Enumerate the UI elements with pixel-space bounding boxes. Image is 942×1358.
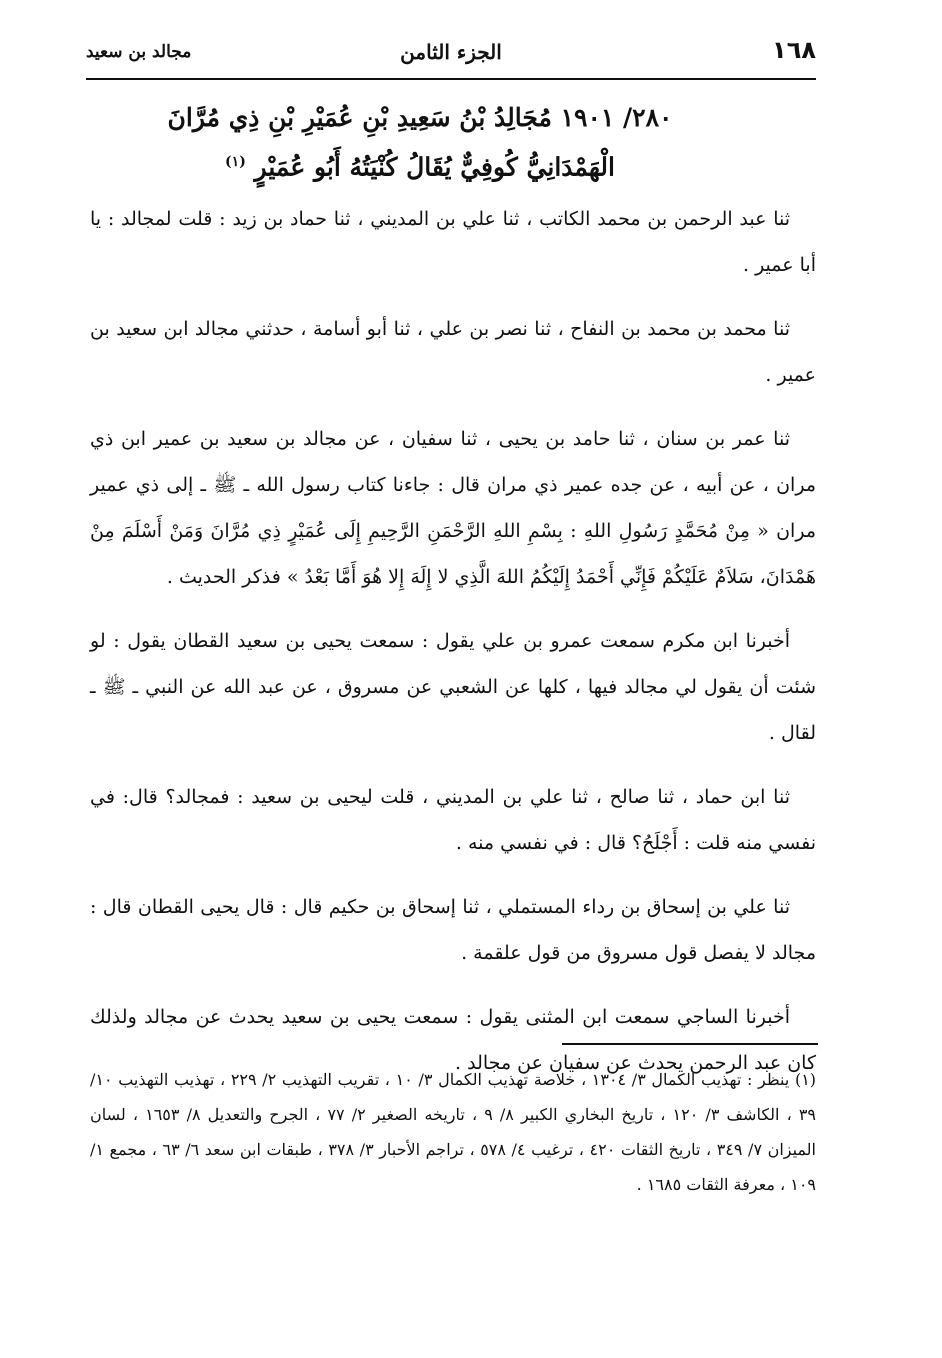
paragraph: ثنا ابن حماد ، ثنا صالح ، ثنا علي بن المديني ، قلت ليحيى بن سعيد : فمجالد؟ قال: في نفسي منه قلت : أَجْلَحُ؟ قال : في نفسي منه . <box>90 786 816 854</box>
footnote: (١) ينظر : تهذيب الكمال ٣/ ١٣٠٤ ، خلاصة تهذيب الكمال ٣/ ١٠ ، تقريب التهذيب ٢/ ٢٢٩ ، تهذيب التهذيب ١٠/ ٣٩ ، الكاشف ٣/ ١٢٠ ، تاريخ البخاري الكبير ٨/ ٩ ، تاريخه الصغير ٢/ ٧٧ ، الجرح والتعديل ٨/ ١٦٥٣ ، لسان الميزان ٧/ ٣٤٩ ، تاريخ الثقات ٤٢٠ ، ترغيب ٤/ ٥٧٨ ، تراجم الأحبار ٣/ ٣٧٨ ، طبقات ابن سعد ٦/ ٦٣ ، مجمع ١/ ١٠٩ ، معرفة الثقات ١٦٨٥ . <box>90 1070 817 1194</box>
footnote-rule <box>562 1043 818 1045</box>
volume-title: الجزء الثامن <box>400 40 502 64</box>
paragraph: أخبرنا ابن مكرم سمعت عمرو بن علي يقول : سمعت يحيى بن سعيد القطان يقول : لو شئت أن يقول لي مجالد فيها ، كلها عن الشعبي عن مسروق ، عن عبد الله عن النبي ـ ﷺ ـ لقال . <box>90 630 816 744</box>
footnotes <box>90 1062 816 1202</box>
entry-heading <box>150 96 690 189</box>
body-text <box>90 196 816 1104</box>
paragraph: ثنا علي بن إسحاق بن رداء المستملي ، ثنا إسحاق بن حكيم قال : قال يحيى القطان قال : مجالد لا يفصل قول مسروق من قول علقمة . <box>90 896 816 964</box>
page-number: ١٦٨ <box>772 36 816 64</box>
paragraph: ثنا محمد بن محمد بن النفاح ، ثنا نصر بن علي ، ثنا أبو أسامة ، حدثني مجالد ابن سعيد بن عمير . <box>90 318 816 386</box>
entry-heading-text: ٢٨٠/ ١٩٠١ مُجَالِدُ بْنُ سَعِيدِ بْنِ عُمَيْرِ بْنِ ذِي مُرَّانَ الْهَمْدَانِيُّ كُوفِيٌّ يُقَالُ كُنْيَتُهُ أَبُو عُمَيْرٍ <box>167 103 673 182</box>
header-rule <box>86 78 816 80</box>
footnote-reference: (١) <box>225 154 246 170</box>
running-head: مجالد بن سعيد <box>86 42 192 62</box>
paragraph: أخبرنا الساجي سمعت ابن المثنى يقول : سمعت يحيى بن سعيد يحدث عن مجالد ولذلك كان عبد الرحمن يحدث عن سفيان عن مجالد . <box>90 1006 816 1074</box>
paragraph: ثنا عبد الرحمن بن محمد الكاتب ، ثنا علي بن المديني ، ثنا حماد بن زيد : قلت لمجالد : يا أبا عمير . <box>90 208 816 276</box>
page-header <box>86 36 816 80</box>
paragraph: ثنا عمر بن سنان ، ثنا حامد بن يحيى ، ثنا سفيان ، عن مجالد بن سعيد بن عمير ابن ذي مران ، عن أبيه ، عن جده عمير ذي مران قال : جاءنا كتاب رسول الله ـ ﷺ ـ إلى ذي عمير مران « مِنْ مُحَمَّدٍ رَسُولِ اللهِ : بِسْمِ اللهِ الرَّحْمَنِ الرَّحِيمِ إِلَى عُمَيْرٍ ذِي مُرَّانَ وَمَنْ أَسْلَمَ مِنْ هَمْدَانَ، سَلاَمٌ عَلَيْكُمْ فَإِنِّي أَحْمَدُ إِلَيْكُمُ اللهَ الَّذِي لا إِلَهَ إِلا هُوَ أَمَّا بَعْدُ » فذكر الحديث . <box>90 428 816 588</box>
